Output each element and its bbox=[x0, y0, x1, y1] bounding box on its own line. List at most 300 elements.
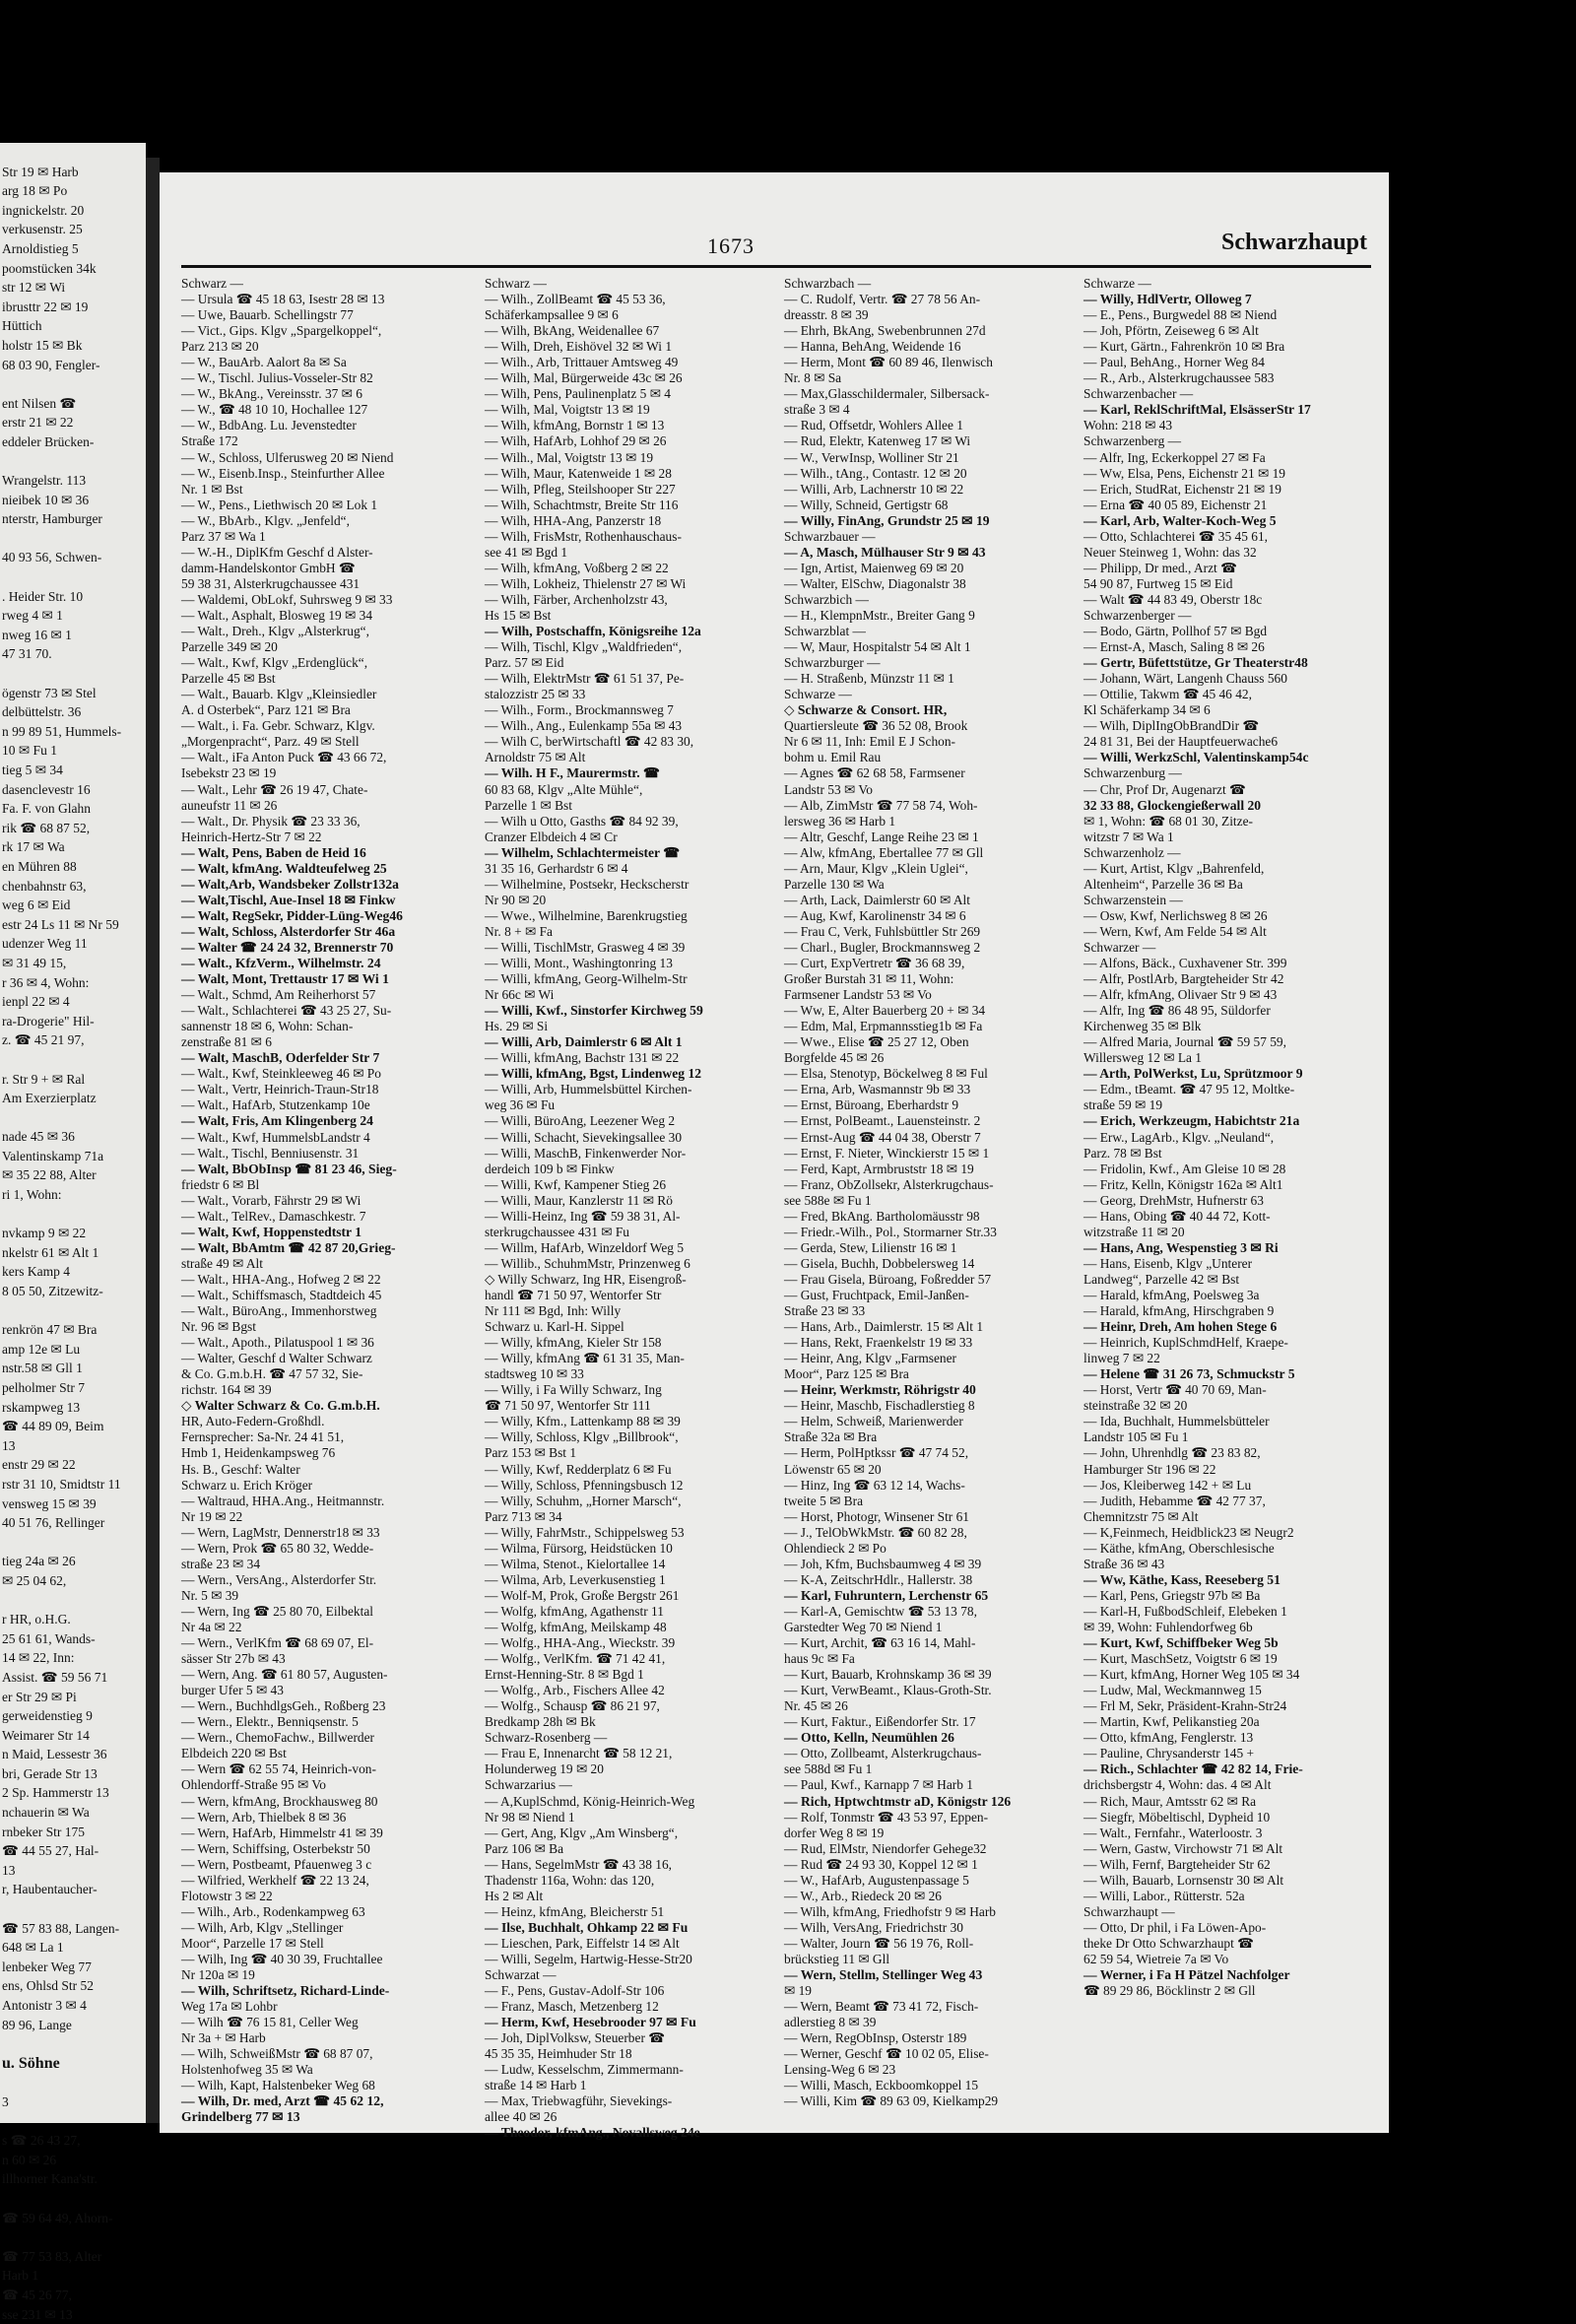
directory-entry: 54 90 87, Furtweg 15 ✉ Eid bbox=[1084, 576, 1363, 592]
directory-entry: — Walt., Apoth., Pilatuspool 1 ✉ 36 bbox=[181, 1335, 461, 1351]
directory-entry: sannenstr 18 ✉ 6, Wohn: Schan- bbox=[181, 1019, 461, 1034]
directory-entry: — Wilhelm, Schlachtermeister ☎ bbox=[485, 845, 764, 861]
left-page-line: 89 96, Lange bbox=[0, 2016, 146, 2035]
column-4 bbox=[1084, 276, 1363, 1999]
left-page-line: Antonistr 3 ✉ 4 bbox=[0, 1996, 146, 2016]
left-page-line bbox=[0, 664, 146, 684]
directory-entry: — Otto, kfmAng, Fenglerstr. 13 bbox=[1084, 1730, 1363, 1746]
directory-entry: Nr 4a ✉ 22 bbox=[181, 1620, 461, 1635]
directory-entry: Cranzer Elbdeich 4 ✉ Cr bbox=[485, 830, 764, 845]
left-page-line: 2 Sp. Hammerstr 13 bbox=[0, 1783, 146, 1803]
directory-entry: — Altr, Geschf, Lange Reihe 23 ✉ 1 bbox=[784, 830, 1064, 845]
directory-entry: — Wolfg, kfmAng, Agathenstr 11 bbox=[485, 1604, 764, 1620]
directory-entry: — Wern, Gastw, Virchowstr 71 ✉ Alt bbox=[1084, 1841, 1363, 1857]
directory-entry: — Walt., Dreh., Klgv „Alsterkrug“, bbox=[181, 624, 461, 639]
directory-entry: Garstedter Weg 70 ✉ Niend 1 bbox=[784, 1620, 1064, 1635]
directory-entry: — Walt., Tischl, Benniusenstr. 31 bbox=[181, 1146, 461, 1162]
directory-entry: — Otto, Kelln, Neumühlen 26 bbox=[784, 1730, 1064, 1746]
directory-entry: — Ferd, Kapt, Armbruststr 18 ✉ 19 bbox=[784, 1162, 1064, 1177]
directory-entry: — Wern, Arb, Thielbek 8 ✉ 36 bbox=[181, 1810, 461, 1826]
directory-entry: straße 23 ✉ 34 bbox=[181, 1557, 461, 1572]
left-page-line: en Mühren 88 bbox=[0, 857, 146, 877]
page-number: 1673 bbox=[707, 233, 755, 259]
directory-entry: — Wilh, Pens, Paulinenplatz 5 ✉ 4 bbox=[485, 386, 764, 402]
book-gutter bbox=[146, 158, 160, 2123]
left-page-line: nweg 16 ✉ 1 bbox=[0, 626, 146, 645]
directory-entry: — Walt., Kwf, Steinkleeweg 46 ✉ Po bbox=[181, 1066, 461, 1082]
directory-entry: — Karl, Pens, Griegstr 97b ✉ Ba bbox=[1084, 1588, 1363, 1604]
directory-entry: sässer Str 27b ✉ 43 bbox=[181, 1651, 461, 1667]
directory-entry: — Willy, kfmAng, Kieler Str 158 bbox=[485, 1335, 764, 1351]
directory-entry: — Friedr.-Wilh., Pol., Stormarner Str.33 bbox=[784, 1225, 1064, 1240]
directory-entry: — Wilh, ElektrMstr ☎ 61 51 37, Pe- bbox=[485, 671, 764, 687]
left-page-line: sse 231 ✉ 13 bbox=[0, 2305, 146, 2324]
directory-entry: — Wern, Prok ☎ 65 80 32, Wedde- bbox=[181, 1541, 461, 1557]
directory-entry: lersweg 36 ✉ Harb 1 bbox=[784, 814, 1064, 830]
directory-entry: — Martin, Kwf, Pelikanstieg 20a bbox=[1084, 1714, 1363, 1730]
directory-entry: — Walt,Arb, Wandsbeker Zollstr132a bbox=[181, 877, 461, 893]
directory-entry: — Frau Gisela, Büroang, Foßredder 57 bbox=[784, 1272, 1064, 1288]
directory-entry: — Wolfg, kfmAng, Meilskamp 48 bbox=[485, 1620, 764, 1635]
directory-entry: — Walt, Fris, Am Klingenberg 24 bbox=[181, 1113, 461, 1129]
directory-entry: — Wilma, Stenot., Kielortallee 14 bbox=[485, 1557, 764, 1572]
left-page-line: nade 45 ✉ 36 bbox=[0, 1127, 146, 1147]
directory-entry: — Willi, Labor., Rütterstr. 52a bbox=[1084, 1889, 1363, 1904]
left-page-line bbox=[0, 1899, 146, 1919]
directory-entry: — Willi, Schacht, Sievekingsallee 30 bbox=[485, 1130, 764, 1146]
directory-entry: — Arth, Lack, Daimlerstr 60 ✉ Alt bbox=[784, 893, 1064, 908]
directory-entry: — Ida, Buchhalt, Hummelsbütteler bbox=[1084, 1414, 1363, 1429]
directory-entry: Schwarzblat — bbox=[784, 624, 1064, 639]
directory-entry: dorfer Weg 8 ✉ 19 bbox=[784, 1826, 1064, 1841]
directory-entry: — Walt., Vertr, Heinrich-Traun-Str18 bbox=[181, 1082, 461, 1097]
directory-entry: 32 33 88, Glockengießerwall 20 bbox=[1084, 798, 1363, 814]
directory-entry: stalozzistr 25 ✉ 33 bbox=[485, 687, 764, 702]
directory-entry: Fernsprecher: Sa-Nr. 24 41 51, bbox=[181, 1429, 461, 1445]
directory-entry: — Wilh, FrisMstr, Rothenhauschaus- bbox=[485, 529, 764, 545]
directory-entry: — Fritz, Kelln, Königstr 162a ✉ Alt1 bbox=[1084, 1177, 1363, 1193]
left-page-line: holstr 15 ✉ Bk bbox=[0, 336, 146, 356]
directory-entry: — Hanna, BehAng, Weidende 16 bbox=[784, 339, 1064, 355]
directory-entry: haus 9c ✉ Fa bbox=[784, 1651, 1064, 1667]
directory-entry: — C. Rudolf, Vertr. ☎ 27 78 56 An- bbox=[784, 292, 1064, 307]
directory-entry: Schwarz — bbox=[181, 276, 461, 292]
directory-entry: „Morgenpracht“, Parz. 49 ✉ Stell bbox=[181, 734, 461, 750]
directory-entry: — Harald, kfmAng, Hirschgraben 9 bbox=[1084, 1303, 1363, 1319]
directory-entry: — Max,Glasschildermaler, Silbersack- bbox=[784, 386, 1064, 402]
directory-entry: — Karl, Arb, Walter-Koch-Weg 5 bbox=[1084, 513, 1363, 529]
left-page-line: rik ☎ 68 87 52, bbox=[0, 819, 146, 838]
directory-entry: — Walt., HafArb, Stutzenkamp 10e bbox=[181, 1097, 461, 1113]
left-page-line: tieg 5 ✉ 34 bbox=[0, 761, 146, 780]
left-page-line: ienpl 22 ✉ 4 bbox=[0, 992, 146, 1012]
directory-entry: Parz 37 ✉ Wa 1 bbox=[181, 529, 461, 545]
directory-entry: — Willm, HafArb, Winzeldorf Weg 5 bbox=[485, 1240, 764, 1256]
left-page-line: ibrusttr 22 ✉ 19 bbox=[0, 298, 146, 317]
left-page-line: bri, Gerade Str 13 bbox=[0, 1764, 146, 1784]
left-page-line: Valentinskamp 71a bbox=[0, 1147, 146, 1166]
directory-entry: — Hans, Ang, Wespenstieg 3 ✉ Ri bbox=[1084, 1240, 1363, 1256]
left-page-line: r. Str 9 + ✉ Ral bbox=[0, 1070, 146, 1090]
directory-entry: HR, Auto-Federn-Großhdl. bbox=[181, 1414, 461, 1429]
directory-entry: Bredkamp 28h ✉ Bk bbox=[485, 1714, 764, 1730]
directory-entry: — Curt, ExpVertretr ☎ 36 68 39, bbox=[784, 956, 1064, 971]
directory-entry: — Walt., Fernfahr., Waterloostr. 3 bbox=[1084, 1826, 1363, 1841]
left-page-line: ens, Ohlsd Str 52 bbox=[0, 1976, 146, 1996]
left-page-line bbox=[0, 567, 146, 587]
directory-entry: — W., Arb., Riedeck 20 ✉ 26 bbox=[784, 1889, 1064, 1904]
directory-entry: Nr. 45 ✉ 26 bbox=[784, 1698, 1064, 1714]
left-page-line: verkusenstr. 25 bbox=[0, 220, 146, 239]
directory-entry: — Walt., BüroAng., Immenhorstweg bbox=[181, 1303, 461, 1319]
directory-entry: — Rud ☎ 24 93 30, Koppel 12 ✉ 1 bbox=[784, 1857, 1064, 1873]
directory-entry: — Willi, MaschB, Finkenwerder Nor- bbox=[485, 1146, 764, 1162]
left-page-line: kers Kamp 4 bbox=[0, 1262, 146, 1282]
directory-entry: — Walt., Lehr ☎ 26 19 47, Chate- bbox=[181, 782, 461, 798]
directory-entry: — Helene ☎ 31 26 73, Schmuckstr 5 bbox=[1084, 1366, 1363, 1382]
directory-entry: — Theodor, kfmAng., Novallsweg 24e bbox=[485, 2125, 764, 2141]
directory-entry: — Alw, kfmAng, Ebertallee 77 ✉ Gll bbox=[784, 845, 1064, 861]
left-page-line: ✉ 35 22 88, Alter bbox=[0, 1165, 146, 1185]
directory-entry: — Jos, Kleiberweg 142 + ✉ Lu bbox=[1084, 1478, 1363, 1494]
directory-entry: — Hans, SegelmMstr ☎ 43 38 16, bbox=[485, 1857, 764, 1873]
left-page-line: . Heider Str. 10 bbox=[0, 587, 146, 607]
directory-entry: Schwarzarius — bbox=[485, 1777, 764, 1793]
directory-entry: Hs. 29 ✉ Si bbox=[485, 1019, 764, 1034]
left-page-line: ☎ 57 83 88, Langen- bbox=[0, 1919, 146, 1939]
directory-entry: — Walt., KfzVerm., Wilhelmstr. 24 bbox=[181, 956, 461, 971]
directory-entry: — Willi, Arb, Daimlerstr 6 ✉ Alt 1 bbox=[485, 1034, 764, 1050]
directory-entry: — Walt., Kwf, Klgv „Erdenglück“, bbox=[181, 655, 461, 671]
directory-entry: Parzelle 349 ✉ 20 bbox=[181, 639, 461, 655]
directory-entry: — Gert, Ang, Klgv „Am Winsberg“, bbox=[485, 1826, 764, 1841]
directory-entry: — Walt., Asphalt, Blosweg 19 ✉ 34 bbox=[181, 608, 461, 624]
left-page-line bbox=[0, 1050, 146, 1070]
directory-entry: — Willy, i Fa Willy Schwarz, Ing bbox=[485, 1382, 764, 1398]
directory-entry: — Willy, Kwf, Redderplatz 6 ✉ Fu bbox=[485, 1462, 764, 1478]
directory-entry: — Wilh., ZollBeamt ☎ 45 53 36, bbox=[485, 292, 764, 307]
directory-entry: 31 35 16, Gerhardstr 6 ✉ 4 bbox=[485, 861, 764, 877]
directory-entry: — Erich, StudRat, Eichenstr 21 ✉ 19 bbox=[1084, 482, 1363, 498]
directory-entry: — Willi, Arb, Hummelsbüttel Kirchen- bbox=[485, 1082, 764, 1097]
directory-entry: Heinrich-Hertz-Str 7 ✉ 22 bbox=[181, 830, 461, 845]
directory-entry: derdeich 109 b ✉ Finkw bbox=[485, 1162, 764, 1177]
directory-entry: — W, Maur, Hospitalstr 54 ✉ Alt 1 bbox=[784, 639, 1064, 655]
directory-entry: — Kurt, Artist, Klgv „Bahrenfeld, bbox=[1084, 861, 1363, 877]
directory-entry: — Kurt, MaschSetz, Voigtstr 6 ✉ 19 bbox=[1084, 1651, 1363, 1667]
directory-entry: — Heinr, Werkmstr, Röhrigstr 40 bbox=[784, 1382, 1064, 1398]
directory-entry: — Wilfried, Werkhelf ☎ 22 13 24, bbox=[181, 1873, 461, 1889]
directory-entry: Schwarzenstein — bbox=[1084, 893, 1363, 908]
directory-entry: Thadenstr 116a, Wohn: das 120, bbox=[485, 1873, 764, 1889]
directory-entry: — Wolf-M, Prok, Große Bergstr 261 bbox=[485, 1588, 764, 1604]
directory-entry: — Ernst-A, Masch, Saling 8 ✉ 26 bbox=[1084, 639, 1363, 655]
directory-entry: — Kurt, Gärtn., Fahrenkrön 10 ✉ Bra bbox=[1084, 339, 1363, 355]
directory-entry: — Harald, kfmAng, Poelsweg 3a bbox=[1084, 1288, 1363, 1303]
directory-entry: — Wilh., Arb, Trittauer Amtsweg 49 bbox=[485, 355, 764, 370]
left-page-line: 3 bbox=[0, 2092, 146, 2112]
directory-entry: Parzelle 45 ✉ Bst bbox=[181, 671, 461, 687]
directory-entry: — Willib., SchuhmMstr, Prinzenweg 6 bbox=[485, 1256, 764, 1272]
directory-entry: Schwarzer — bbox=[1084, 940, 1363, 956]
directory-entry: Wohn: 218 ✉ 43 bbox=[1084, 418, 1363, 433]
directory-entry: Nr 19 ✉ 22 bbox=[181, 1509, 461, 1525]
directory-entry: — Willy, HdlVertr, Olloweg 7 bbox=[1084, 292, 1363, 307]
directory-entry: — Agnes ☎ 62 68 58, Farmsener bbox=[784, 765, 1064, 781]
directory-entry: — Erna ☎ 40 05 89, Eichenstr 21 bbox=[1084, 498, 1363, 513]
left-page-line bbox=[0, 1591, 146, 1611]
directory-entry: drichsbergstr 4, Wohn: das. 4 ✉ Alt bbox=[1084, 1777, 1363, 1793]
left-page-line: ☎ 77 53 83, Alter bbox=[0, 2247, 146, 2267]
left-page-line: 8 05 50, Zitzewitz- bbox=[0, 1282, 146, 1301]
directory-entry: — Walt, BbObInsp ☎ 81 23 46, Sieg- bbox=[181, 1162, 461, 1177]
directory-entry: — Charl., Bugler, Brockmannsweg 2 bbox=[784, 940, 1064, 956]
directory-entry: — Wilh, Dr. med, Arzt ☎ 45 62 12, bbox=[181, 2093, 461, 2109]
directory-entry: — Walt, Kwf, Hoppenstedtstr 1 bbox=[181, 1225, 461, 1240]
left-page-line bbox=[0, 1108, 146, 1128]
directory-entry: 60 83 68, Klgv „Alte Mühle“, bbox=[485, 782, 764, 798]
left-page-line: rskampweg 13 bbox=[0, 1398, 146, 1418]
directory-entry: — Walt., Schlachterei ☎ 43 25 27, Su- bbox=[181, 1003, 461, 1019]
directory-entry: — A, Masch, Mülhauser Str 9 ✉ 43 bbox=[784, 545, 1064, 561]
left-page-line: n 60 ✉ 26 bbox=[0, 2151, 146, 2170]
directory-entry: — Walt., Kwf, HummelsbLandstr 4 bbox=[181, 1130, 461, 1146]
left-page-line: nieibek 10 ✉ 36 bbox=[0, 491, 146, 510]
directory-entry: ☎ 89 29 86, Böcklinstr 2 ✉ Gll bbox=[1084, 1983, 1363, 1999]
directory-entry: Ernst-Henning-Str. 8 ✉ Bgd 1 bbox=[485, 1667, 764, 1683]
directory-entry: — Willy, kfmAng ☎ 61 31 35, Man- bbox=[485, 1351, 764, 1366]
directory-entry: Hs. B., Geschf: Walter bbox=[181, 1462, 461, 1478]
directory-entry: — Horst, Vertr ☎ 40 70 69, Man- bbox=[1084, 1382, 1363, 1398]
directory-entry: straße 49 ✉ Alt bbox=[181, 1256, 461, 1272]
left-page-line: rstr 31 10, Smidtstr 11 bbox=[0, 1475, 146, 1494]
left-page-line bbox=[0, 1205, 146, 1225]
left-page-line: arg 18 ✉ Po bbox=[0, 181, 146, 201]
directory-entry: — Wern, HafArb, Himmelstr 41 ✉ 39 bbox=[181, 1826, 461, 1841]
directory-entry: — Ernst, F. Nieter, Winckierstr 15 ✉ 1 bbox=[784, 1146, 1064, 1162]
directory-entry: Schwarzenberg — bbox=[1084, 433, 1363, 449]
directory-entry: Parz. 78 ✉ Bst bbox=[1084, 1146, 1363, 1162]
directory-entry: — Franz, ObZollsekr, Alsterkrugchaus- bbox=[784, 1177, 1064, 1193]
directory-entry: Schwarze — bbox=[784, 687, 1064, 702]
directory-entry: — Hans, Rekt, Fraenkelstr 19 ✉ 33 bbox=[784, 1335, 1064, 1351]
directory-entry: — Erw., LagArb., Klgv. „Neuland“, bbox=[1084, 1130, 1363, 1146]
left-page-line: ☎ 44 55 27, Hal- bbox=[0, 1841, 146, 1861]
directory-entry: — Willy, Schloss, Klgv „Billbrook“, bbox=[485, 1429, 764, 1445]
directory-entry: Nr. 96 ✉ Bgst bbox=[181, 1319, 461, 1335]
directory-entry: Kirchenweg 35 ✉ Blk bbox=[1084, 1019, 1363, 1034]
directory-entry: see 588d ✉ Fu 1 bbox=[784, 1761, 1064, 1777]
directory-entry: Schwarze — bbox=[1084, 276, 1363, 292]
directory-entry: — Herm, PolHptkssr ☎ 47 74 52, bbox=[784, 1445, 1064, 1461]
directory-entry: ◇ Walter Schwarz & Co. G.m.b.H. bbox=[181, 1398, 461, 1414]
directory-entry: — Waltraud, HHA.Ang., Heitmannstr. bbox=[181, 1494, 461, 1509]
left-page-line: ✉ 31 49 15, bbox=[0, 954, 146, 973]
directory-entry: — Alfr, kfmAng, Olivaer Str 9 ✉ 43 bbox=[1084, 987, 1363, 1003]
header-rule bbox=[181, 265, 1371, 268]
directory-entry: — Wilh, Arb, Klgv „Stellinger bbox=[181, 1920, 461, 1936]
directory-entry: — Wilh u Otto, Gasths ☎ 84 92 39, bbox=[485, 814, 764, 830]
left-page-line: n Maid, Lessestr 36 bbox=[0, 1745, 146, 1764]
left-page-line: estr 24 Ls 11 ✉ Nr 59 bbox=[0, 915, 146, 935]
directory-entry: Grindelberg 77 ✉ 13 bbox=[181, 2109, 461, 2125]
directory-entry: — Wilh, Tischl, Klgv „Waldfrieden“, bbox=[485, 639, 764, 655]
directory-entry: — W., BdbAng. Lu. Jevenstedter bbox=[181, 418, 461, 433]
left-page-line: nchauerin ✉ Wa bbox=[0, 1803, 146, 1823]
directory-entry: — Wern, RegObInsp, Osterstr 189 bbox=[784, 2030, 1064, 2046]
directory-entry: — Wilh, SchweißMstr ☎ 68 87 07, bbox=[181, 2046, 461, 2062]
directory-entry: — Willy, Kfm., Lattenkamp 88 ✉ 39 bbox=[485, 1414, 764, 1429]
directory-entry: — Walt., Vorarb, Fährstr 29 ✉ Wi bbox=[181, 1193, 461, 1209]
column-3 bbox=[784, 276, 1064, 2109]
directory-entry: — Otto, Schlachterei ☎ 35 45 61, bbox=[1084, 529, 1363, 545]
left-page-line: ✉ 25 04 62, bbox=[0, 1571, 146, 1591]
directory-entry: Schwarzbauer — bbox=[784, 529, 1064, 545]
left-page-line: 14 ✉ 22, Inn: bbox=[0, 1648, 146, 1668]
directory-entry: — Wilh, Lokheiz, Thielenstr 27 ✉ Wi bbox=[485, 576, 764, 592]
directory-entry: — Ww, Elsa, Pens, Eichenstr 21 ✉ 19 bbox=[1084, 466, 1363, 482]
directory-entry: — Willi, Arb, Lachnerstr 10 ✉ 22 bbox=[784, 482, 1064, 498]
directory-entry: Schwarz u. Erich Kröger bbox=[181, 1478, 461, 1494]
directory-entry: sterkrugchaussee 431 ✉ Fu bbox=[485, 1225, 764, 1240]
directory-entry: — Kurt, Archit, ☎ 63 16 14, Mahl- bbox=[784, 1635, 1064, 1651]
directory-entry: — Willi, TischlMstr, Grasweg 4 ✉ 39 bbox=[485, 940, 764, 956]
directory-entry: Großer Burstah 31 ✉ 11, Wohn: bbox=[784, 971, 1064, 987]
directory-entry: 62 59 54, Wietreie 7a ✉ Vo bbox=[1084, 1952, 1363, 1967]
directory-entry: — Otto, Dr phil, i Fa Löwen-Apo- bbox=[1084, 1920, 1363, 1936]
directory-entry: — Wilh, Kapt, Halstenbeker Weg 68 bbox=[181, 2078, 461, 2093]
directory-entry: Löwenstr 65 ✉ 20 bbox=[784, 1462, 1064, 1478]
left-page-line: 25 61 61, Wands- bbox=[0, 1629, 146, 1649]
left-page-line: s ☎ 26 43 27, bbox=[0, 2131, 146, 2151]
directory-entry: steinstraße 32 ✉ 20 bbox=[1084, 1398, 1363, 1414]
column-2 bbox=[485, 276, 764, 2142]
directory-entry: — Heinr, Maschb, Fischadlerstieg 8 bbox=[784, 1398, 1064, 1414]
directory-entry: — Wilh, Färber, Archenholzstr 43, bbox=[485, 592, 764, 608]
directory-entry: — Vict., Gips. Klgv „Spargelkoppel“, bbox=[181, 323, 461, 339]
directory-entry: — Hans, Obing ☎ 40 44 72, Kott- bbox=[1084, 1209, 1363, 1225]
directory-entry: — K-A, ZeitschrHdlr., Hallerstr. 38 bbox=[784, 1572, 1064, 1588]
left-page-line: Arnoldistieg 5 bbox=[0, 239, 146, 259]
left-page-line: 68 03 90, Fengler- bbox=[0, 356, 146, 375]
directory-entry: Nr 6 ✉ 11, Inh: Emil E J Schon- bbox=[784, 734, 1064, 750]
directory-entry: — Wilh., Ang., Eulenkamp 55a ✉ 43 bbox=[485, 718, 764, 734]
directory-entry: — Karl, Fuhruntern, Lerchenstr 65 bbox=[784, 1588, 1064, 1604]
directory-entry: ☎ 71 50 97, Wentorfer Str 111 bbox=[485, 1398, 764, 1414]
running-head: Schwarzhaupt bbox=[1221, 230, 1367, 256]
directory-entry: friedstr 6 ✉ Bl bbox=[181, 1177, 461, 1193]
directory-entry: — Wilh, kfmAng, Bornstr 1 ✉ 13 bbox=[485, 418, 764, 433]
directory-entry: Parzelle 1 ✉ Bst bbox=[485, 798, 764, 814]
directory-entry: — Werner, Geschf ☎ 10 02 05, Elise- bbox=[784, 2046, 1064, 2062]
left-page-line: chenbahnstr 63, bbox=[0, 877, 146, 896]
directory-entry: Parz 713 ✉ 34 bbox=[485, 1509, 764, 1525]
directory-entry: Nr. 1 ✉ Bst bbox=[181, 482, 461, 498]
directory-entry: — Wolfg., Arb., Fischers Allee 42 bbox=[485, 1683, 764, 1698]
directory-entry: — Elsa, Stenotyp, Böckelweg 8 ✉ Ful bbox=[784, 1066, 1064, 1082]
directory-entry: — Wern, Ang. ☎ 61 80 57, Augusten- bbox=[181, 1667, 461, 1683]
left-page-line bbox=[0, 529, 146, 549]
directory-entry: — Willi, kfmAng, Bgst, Lindenweg 12 bbox=[485, 1066, 764, 1082]
directory-entry: ✉ 1, Wohn: ☎ 68 01 30, Zitze- bbox=[1084, 814, 1363, 830]
left-page-line: 40 93 56, Schwen- bbox=[0, 548, 146, 567]
left-page-line: er Str 29 ✉ Pi bbox=[0, 1688, 146, 1707]
directory-entry: — Pauline, Chrysanderstr 145 + bbox=[1084, 1746, 1363, 1761]
directory-entry: — Lieschen, Park, Eiffelstr 14 ✉ Alt bbox=[485, 1936, 764, 1952]
directory-entry: — W., Pens., Liethwisch 20 ✉ Lok 1 bbox=[181, 498, 461, 513]
directory-entry: Willersweg 12 ✉ La 1 bbox=[1084, 1050, 1363, 1066]
left-page-line: u. Söhne bbox=[0, 2054, 146, 2074]
directory-entry: — E., Pens., Burgwedel 88 ✉ Niend bbox=[1084, 307, 1363, 323]
directory-entry: — Herm, Kwf, Hesebrooder 97 ✉ Fu bbox=[485, 2015, 764, 2030]
left-page-line: weg 6 ✉ Eid bbox=[0, 896, 146, 915]
left-page-line: Fa. F. von Glahn bbox=[0, 799, 146, 819]
directory-entry: Schwarz u. Karl-H. Sippel bbox=[485, 1319, 764, 1335]
directory-entry: — Kurt, VerwBeamt., Klaus-Groth-Str. bbox=[784, 1683, 1064, 1698]
directory-entry: — Rich, Hptwchtmstr aD, Königstr 126 bbox=[784, 1794, 1064, 1810]
left-page-line: lenbeker Weg 77 bbox=[0, 1958, 146, 1977]
directory-entry: Nr 66c ✉ Wi bbox=[485, 987, 764, 1003]
directory-entry: Ohlendorff-Straße 95 ✉ Vo bbox=[181, 1777, 461, 1793]
directory-entry: — Gerda, Stew, Lilienstr 16 ✉ 1 bbox=[784, 1240, 1064, 1256]
directory-entry: — W., HafArb, Augustenpassage 5 bbox=[784, 1873, 1064, 1889]
directory-entry: — Willi, WerkzSchl, Valentinskamp54c bbox=[1084, 750, 1363, 765]
left-page-line: vensweg 15 ✉ 39 bbox=[0, 1494, 146, 1514]
directory-entry: — Wilh, kfmAng, Friedhofstr 9 ✉ Harb bbox=[784, 1904, 1064, 1920]
directory-entry: — Walt., i. Fa. Gebr. Schwarz, Klgv. bbox=[181, 718, 461, 734]
directory-entry: see 588e ✉ Fu 1 bbox=[784, 1193, 1064, 1209]
directory-entry: — Heinr, Dreh, Am hohen Stege 6 bbox=[1084, 1319, 1363, 1335]
directory-entry: — Rolf, Tonmstr ☎ 43 53 97, Eppen- bbox=[784, 1810, 1064, 1826]
directory-entry: — Waldemi, ObLokf, Suhrsweg 9 ✉ 33 bbox=[181, 592, 461, 608]
directory-entry: Quartiersleute ☎ 36 52 08, Brook bbox=[784, 718, 1064, 734]
directory-entry: Schwarzbich — bbox=[784, 592, 1064, 608]
directory-entry: Chemnitzstr 75 ✉ Alt bbox=[1084, 1509, 1363, 1525]
left-page-line: nkelstr 61 ✉ Alt 1 bbox=[0, 1243, 146, 1263]
left-page-fragment bbox=[0, 143, 146, 2123]
directory-entry: — Ernst, Büroang, Eberhardstr 9 bbox=[784, 1097, 1064, 1113]
directory-entry: — Wwe., Elise ☎ 25 27 12, Oben bbox=[784, 1034, 1064, 1050]
directory-entry: — Gertr, Büfettstütze, Gr Theaterstr48 bbox=[1084, 655, 1363, 671]
directory-entry: — Willi, Kwf., Sinstorfer Kirchweg 59 bbox=[485, 1003, 764, 1019]
directory-entry: — Arn, Maur, Klgv „Klein Uglei“, bbox=[784, 861, 1064, 877]
directory-entry: — Wern., VersAng., Alsterdorfer Str. bbox=[181, 1572, 461, 1588]
directory-entry: — Kurt, kfmAng, Horner Weg 105 ✉ 34 bbox=[1084, 1667, 1363, 1683]
directory-entry: — Walt, Schloss, Alsterdorfer Str 46a bbox=[181, 924, 461, 940]
directory-entry: — Käthe, kfmAng, Oberschlesische bbox=[1084, 1541, 1363, 1557]
directory-entry: — Willi, BüroAng, Leezener Weg 2 bbox=[485, 1113, 764, 1129]
directory-entry: — Wilh., tAng., Contastr. 12 ✉ 20 bbox=[784, 466, 1064, 482]
directory-entry: Nr. 8 ✉ Sa bbox=[784, 370, 1064, 386]
directory-entry: — Willi, Mont., Washingtonring 13 bbox=[485, 956, 764, 971]
directory-entry: — Wilh, Mal, Voigtstr 13 ✉ 19 bbox=[485, 402, 764, 418]
left-page-line: nterstr, Hamburger bbox=[0, 509, 146, 529]
directory-entry: — Alfr, Ing, Eckerkoppel 27 ✉ Fa bbox=[1084, 450, 1363, 466]
directory-entry: — Chr, Prof Dr, Augenarzt ☎ bbox=[1084, 782, 1363, 798]
directory-entry: — H., KlempnMstr., Breiter Gang 9 bbox=[784, 608, 1064, 624]
left-page-line: dasenclevestr 16 bbox=[0, 780, 146, 800]
directory-entry: — Wern, Schiffsing, Osterbekstr 50 bbox=[181, 1841, 461, 1857]
directory-entry: — Werner, i Fa H Pätzel Nachfolger bbox=[1084, 1967, 1363, 1983]
directory-entry: — Wern, Kwf, Am Felde 54 ✉ Alt bbox=[1084, 924, 1363, 940]
directory-entry: — Ilse, Buchhalt, Ohkamp 22 ✉ Fu bbox=[485, 1920, 764, 1936]
directory-entry: — Walt., Schiffsmasch, Stadtdeich 45 bbox=[181, 1288, 461, 1303]
directory-entry: — Philipp, Dr med., Arzt ☎ bbox=[1084, 561, 1363, 576]
directory-entry: — John, Uhrenhdlg ☎ 23 83 82, bbox=[1084, 1445, 1363, 1461]
directory-entry: witzstr 7 ✉ Wa 1 bbox=[1084, 830, 1363, 845]
directory-entry: Arnoldstr 75 ✉ Alt bbox=[485, 750, 764, 765]
left-page-line: 13 bbox=[0, 1861, 146, 1881]
